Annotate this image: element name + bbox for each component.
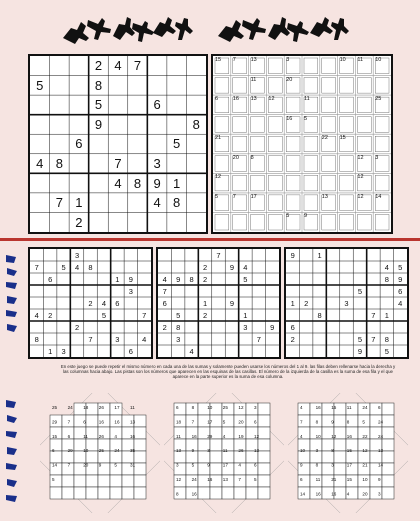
given-digit: 4	[153, 195, 161, 211]
given-digit: 6	[48, 274, 53, 284]
kakuro-sum: 3	[207, 448, 210, 454]
cage-sum: 21	[215, 135, 222, 142]
given-digit: 2	[75, 214, 83, 230]
kakuro-sum: 5	[254, 477, 257, 482]
kakuro-sum: 20	[83, 462, 89, 468]
kakuro-sum: 13	[176, 448, 182, 454]
given-digit: 1	[202, 298, 208, 308]
given-digit: 9	[270, 322, 275, 332]
cage-sum: 10	[339, 57, 346, 63]
kakuro-sum: 7	[300, 419, 303, 425]
given-digit: 8	[317, 310, 322, 320]
cage-sum: 11	[304, 96, 310, 103]
given-digit: 5	[357, 334, 363, 344]
cage-sum: 17	[250, 193, 257, 200]
given-digit: 4	[34, 310, 39, 320]
kakuro-sum: 13	[254, 448, 260, 454]
kakuro-sum: 13	[130, 419, 136, 425]
kakuro-sum: 25	[98, 448, 104, 454]
given-digit: 1	[243, 310, 248, 320]
given-digit: 2	[202, 274, 208, 284]
given-digit: 6	[153, 97, 161, 113]
small-sudoku-3	[284, 247, 409, 359]
kakuro-sum: 10	[83, 448, 89, 454]
given-digit: 8	[192, 116, 200, 132]
kakuro-sum: 5	[191, 462, 195, 468]
given-digit: 4	[243, 262, 248, 272]
kakuro-sum: 4	[346, 491, 350, 497]
killer-sudoku-grid	[211, 54, 393, 234]
kakuro-sum: 12	[331, 433, 337, 439]
given-digit: 4	[36, 156, 44, 172]
kakuro-puzzle-2	[164, 393, 284, 513]
kakuro-sum: 25	[222, 405, 228, 410]
given-digit: 3	[61, 346, 66, 356]
given-digit: 8	[34, 334, 39, 344]
kakuro-sum: 8	[315, 419, 319, 425]
given-digit: 7	[114, 156, 122, 172]
kakuro-sum: 6	[67, 433, 71, 439]
given-digit: 4	[189, 346, 194, 356]
kakuro-sum: 20	[238, 419, 244, 425]
given-digit: 4	[74, 262, 80, 272]
given-digit: 1	[115, 274, 120, 284]
kakuro-sum: 16	[130, 433, 136, 439]
given-digit: 1	[173, 175, 181, 191]
cage-sum: 10	[375, 57, 382, 63]
given-digit: 8	[133, 175, 142, 191]
given-digit: 6	[128, 346, 133, 356]
kakuro-sum: 17	[222, 462, 228, 468]
kakuro-sum: 16	[315, 491, 321, 497]
kakuro-sum: 16	[191, 433, 197, 439]
given-digit: 4	[114, 175, 122, 191]
given-digit: 8	[94, 77, 103, 93]
given-digit: 7	[88, 334, 93, 344]
given-digit: 5	[101, 310, 107, 320]
given-digit: 7	[55, 195, 63, 211]
kakuro-sum: 8	[346, 419, 350, 425]
kakuro-sum: 5	[222, 419, 226, 425]
given-digit: 3	[115, 334, 120, 344]
kakuro-sum: 11	[130, 405, 135, 410]
kakuro-sum: 16	[191, 491, 197, 497]
kakuro-puzzle-3	[288, 393, 408, 513]
kakuro-sum: 16	[346, 433, 352, 439]
cage-sum: 7	[232, 57, 236, 63]
cage-sum: 16	[286, 115, 293, 122]
given-digit: 5	[243, 274, 248, 284]
given-digit: 5	[176, 310, 181, 320]
kakuro-sum: 12	[254, 433, 260, 439]
cage-sum: 13	[321, 193, 328, 200]
kakuro-sum: 14	[378, 462, 384, 468]
given-digit: 8	[55, 156, 63, 172]
given-digit: 2	[290, 334, 295, 344]
kakuro-sum: 17	[346, 462, 352, 468]
kakuro-sum: 24	[191, 477, 197, 482]
cage-sum: 5	[215, 193, 219, 200]
kakuro-sum: 9	[300, 462, 303, 468]
given-digit: 2	[48, 310, 53, 320]
kakuro-sum: 11	[176, 433, 181, 439]
given-digit: 7	[34, 262, 39, 272]
kakuro-sum: 31	[130, 462, 136, 468]
given-digit: 9	[128, 274, 133, 284]
given-digit: 7	[371, 310, 376, 320]
kakuro-sum: 10	[362, 477, 368, 482]
kakuro-sum: 3	[315, 448, 319, 454]
cage-sum: 7	[232, 193, 236, 200]
given-digit: 5	[357, 286, 363, 296]
kakuro-sum: 3	[254, 405, 257, 410]
given-digit: 6	[162, 298, 167, 308]
given-digit: 4	[384, 262, 389, 272]
cage-sum: 12	[357, 174, 364, 181]
kakuro-sum: 16	[207, 477, 213, 482]
given-digit: 9	[176, 274, 181, 284]
given-digit: 9	[290, 250, 295, 260]
given-digit: 5	[61, 262, 66, 272]
given-digit: 7	[142, 310, 147, 320]
given-digit: 8	[384, 334, 389, 344]
given-digit: 7	[216, 250, 221, 260]
divider-band-top	[0, 238, 420, 241]
cage-sum: 16	[232, 96, 239, 103]
kakuro-sum: 29	[52, 419, 58, 425]
kakuro-sum: 16	[315, 405, 321, 410]
kakuro-sum: 4	[222, 433, 226, 439]
kakuro-sum: 3	[331, 462, 334, 468]
ninja-figures-icon	[58, 8, 358, 48]
kakuro-sum: 12	[176, 477, 182, 482]
kakuro-sum: 5	[362, 419, 365, 425]
small-sudoku-2	[156, 247, 281, 359]
kakuro-sum: 4	[114, 433, 117, 439]
kakuro-sum: 11	[83, 433, 88, 439]
given-digit: 2	[88, 298, 93, 308]
cage-sum: 5	[304, 115, 308, 122]
kakuro-sum: 24	[378, 433, 384, 439]
given-digit: 6	[398, 286, 403, 296]
given-digit: 9	[153, 175, 161, 191]
given-digit: 4	[142, 334, 147, 344]
kakuro-sum: 21	[362, 462, 368, 468]
cage-sum: 14	[375, 193, 382, 200]
cage-sum: 8	[250, 154, 254, 161]
given-digit: 3	[176, 334, 181, 344]
kakuro-sum: 10	[315, 433, 321, 439]
kakuro-sum: 13	[222, 477, 228, 482]
kakuro-sum: 13	[378, 448, 384, 454]
given-digit: 9	[229, 298, 235, 308]
kakuro-sum: 10	[207, 405, 213, 410]
cage-sum: 22	[321, 135, 328, 142]
kakuro-sum: 24	[362, 405, 368, 410]
kakuro-sum: 6	[83, 419, 86, 425]
given-digit: 5	[36, 77, 44, 93]
cage-sum: 11	[250, 76, 257, 83]
kakuro-sum: 24	[378, 419, 384, 425]
kakuro-sum: 9	[378, 477, 381, 482]
kakuro-sum: 7	[67, 462, 71, 468]
cage-sum: 11	[357, 57, 364, 63]
given-digit: 1	[317, 250, 322, 260]
given-digit: 2	[162, 322, 167, 332]
kakuro-sum: 16	[331, 491, 337, 497]
cage-sum: 9	[304, 213, 308, 220]
given-digit: 4	[162, 274, 167, 284]
cage-sum: 12	[268, 96, 275, 103]
given-digit: 3	[74, 250, 80, 260]
given-digit: 4	[101, 298, 107, 308]
cage-sum: 13	[250, 57, 257, 63]
kakuro-sum: 7	[191, 419, 195, 425]
kakuro-sum: 6	[52, 448, 55, 454]
kakuro-instructions: En este juego se puede repetir el mismo número en cada una de las sumas y solamente pueden usarse los números del 1 al 9. las filas deben rellenarse hacia la derecha y las columnas hacia abajo. Las pistas son los números que aparecen en las esquinas de las casillas. El número de la izquierda de la casilla es la suma de esa fila y el que aparece en la parte superior es la suma de esa columna.	[60, 364, 396, 380]
kakuro-sum: 19	[238, 433, 244, 439]
kakuro-sum: 29	[67, 448, 73, 454]
kakuro-sum: 14	[52, 462, 58, 468]
given-digit: 3	[153, 156, 161, 172]
kakuro-sum: 6	[254, 419, 257, 425]
kakuro-sum: 17	[114, 405, 120, 410]
kakuro-sum: 6	[254, 462, 257, 468]
given-digit: 8	[173, 195, 181, 211]
kakuro-sum: 15	[331, 405, 337, 410]
kakuro-sum: 6	[300, 477, 303, 482]
kakuro-sum: 12	[238, 405, 244, 410]
given-digit: 4	[398, 298, 403, 308]
kakuro-sum: 11	[346, 405, 352, 410]
given-digit: 2	[202, 310, 208, 320]
kakuro-sum: 26	[98, 405, 104, 410]
sudoku-main-grid	[28, 54, 208, 234]
kakuro-sum: 6	[176, 405, 179, 410]
kakuro-sum: 26	[98, 433, 104, 439]
kakuro-sum: 15	[52, 433, 58, 439]
kakuro-puzzle-1	[40, 393, 160, 513]
given-digit: 5	[173, 136, 181, 152]
kakuro-sum: 9	[331, 419, 334, 425]
cage-sum: 3	[375, 154, 379, 161]
kakuro-sum: 25	[52, 405, 58, 410]
kakuro-sum: 11	[315, 477, 321, 482]
cage-sum: 5	[286, 213, 290, 220]
cage-sum: 15	[339, 135, 346, 142]
given-digit: 2	[304, 298, 309, 308]
kakuro-sum: 9	[191, 448, 195, 454]
given-digit: 8	[88, 262, 93, 272]
kakuro-sum: 7	[238, 477, 241, 482]
given-digit: 7	[162, 286, 167, 296]
given-digit: 9	[357, 346, 363, 356]
kakuro-sum: 5	[114, 462, 117, 468]
given-digit: 7	[133, 58, 142, 74]
kakuro-sum: 26	[238, 448, 244, 454]
given-digit: 9	[94, 116, 103, 132]
kakuro-sum: 11	[222, 448, 228, 454]
cage-sum: 12	[357, 154, 364, 161]
given-digit: 6	[75, 136, 83, 152]
given-digit: 7	[256, 334, 261, 344]
ninja-vertical-icon	[4, 250, 20, 345]
given-digit: 7	[371, 334, 376, 344]
kakuro-sum: 29	[207, 433, 213, 439]
kakuro-sum: 4	[300, 433, 303, 439]
kakuro-sum: 24	[67, 405, 73, 410]
given-digit: 5	[94, 97, 103, 113]
given-digit: 2	[94, 58, 103, 74]
cage-sum: 20	[286, 76, 293, 83]
given-digit: 8	[189, 274, 194, 284]
kakuro-sum: 35	[130, 448, 136, 454]
given-digit: 1	[290, 298, 295, 308]
cage-sum: 25	[375, 96, 382, 103]
given-digit: 8	[384, 274, 389, 284]
kakuro-sum: 20	[362, 491, 368, 497]
kakuro-sum: 17	[207, 419, 213, 425]
given-digit: 1	[75, 195, 83, 211]
given-digit: 5	[384, 346, 389, 356]
kakuro-sum: 8	[176, 491, 179, 497]
given-digit: 6	[290, 322, 295, 332]
given-digit: 2	[74, 322, 80, 332]
kakuro-sum: 21	[331, 477, 337, 482]
kakuro-sum: 15	[346, 448, 352, 454]
kakuro-sum: 4	[300, 405, 303, 410]
cage-sum: 13	[250, 96, 257, 103]
given-digit: 9	[229, 262, 235, 272]
kakuro-sum: 5	[52, 477, 55, 482]
cage-sum: 3	[286, 57, 290, 63]
given-digit: 3	[128, 286, 133, 296]
kakuro-sum: 8	[315, 462, 319, 468]
kakuro-sum: 8	[331, 448, 334, 454]
kakuro-sum: 22	[362, 433, 368, 439]
given-digit: 9	[398, 274, 403, 284]
given-digit: 3	[243, 322, 248, 332]
cage-sum: 6	[215, 96, 219, 103]
kakuro-sum: 15	[346, 477, 352, 482]
kakuro-sum: 9	[207, 462, 210, 468]
kakuro-sum: 10	[300, 448, 306, 454]
given-digit: 2	[202, 262, 208, 272]
kakuro-sum: 18	[176, 419, 182, 425]
kakuro-sum: 8	[191, 405, 195, 410]
cage-sum: 12	[357, 193, 364, 200]
given-digit: 4	[114, 58, 122, 74]
cage-sum: 15	[215, 57, 222, 63]
kakuro-sum: 18	[83, 405, 89, 410]
cage-sum: 20	[232, 154, 239, 161]
given-digit: 8	[176, 322, 181, 332]
kakuro-sum: 16	[114, 419, 120, 425]
kakuro-sum: 3	[378, 491, 381, 497]
given-digit: 1	[48, 346, 53, 356]
kakuro-sum: 6	[378, 405, 381, 410]
ninja-vertical-icon	[4, 395, 20, 510]
given-digit: 6	[115, 298, 120, 308]
kakuro-sum: 7	[67, 419, 71, 425]
kakuro-sum: 12	[362, 448, 368, 454]
kakuro-sum: 14	[300, 491, 306, 497]
kakuro-sum: 9	[98, 462, 102, 468]
kakuro-sum: 24	[114, 448, 120, 454]
given-digit: 3	[344, 298, 349, 308]
kakuro-sum: 3	[176, 462, 179, 468]
small-sudoku-1	[28, 247, 153, 359]
given-digit: 5	[398, 262, 403, 272]
cage-sum: 12	[215, 174, 222, 181]
given-digit: 1	[384, 310, 389, 320]
kakuro-sum: 4	[238, 462, 241, 468]
kakuro-sum: 16	[98, 419, 104, 425]
